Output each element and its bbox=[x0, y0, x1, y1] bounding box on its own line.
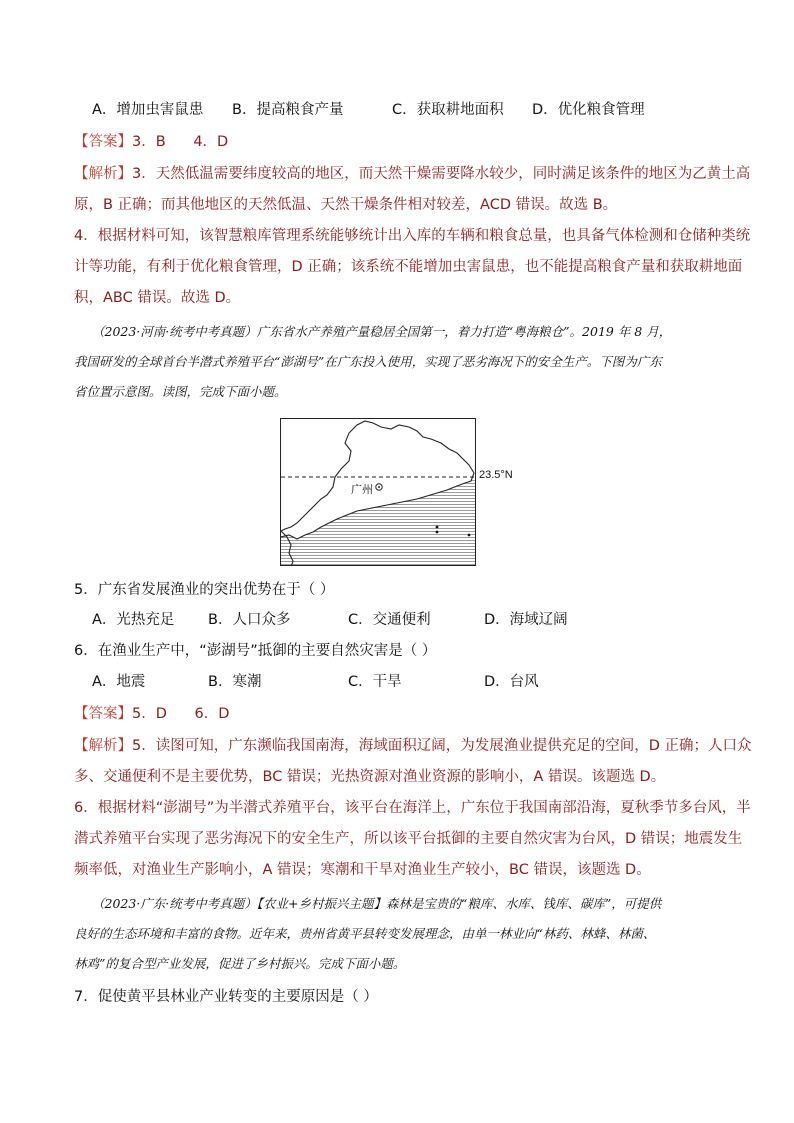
question-5-stem: 5．广东省发展渔业的突出优势在于（ ） bbox=[74, 582, 335, 598]
analysis-3-line-2: 原，B 正确；而其他地区的天然低温、天然干燥条件相对较差，ACD 错误。故选 B。 bbox=[74, 197, 618, 213]
analysis-6-line-2: 潜式养殖平台实现了恶劣海况下的安全生产，所以该平台抵御的主要自然灾害为台风，D 错误；地震发生 bbox=[74, 831, 743, 847]
question-6-options bbox=[92, 672, 539, 692]
analysis-4-line-3: 积，ABC 错误。故选 D。 bbox=[74, 290, 241, 306]
option-b: B．寒潮 bbox=[208, 674, 262, 690]
island-dot bbox=[468, 534, 471, 537]
answer-tag: 【答案】 bbox=[74, 134, 132, 150]
option-d: D．优化粮食管理 bbox=[532, 102, 645, 118]
answer-tag: 【答案】 bbox=[74, 706, 132, 722]
analysis-5-line-1 bbox=[74, 736, 752, 756]
question-4-options bbox=[92, 100, 645, 120]
map-svg bbox=[281, 419, 476, 566]
analysis-tag: 【解析】 bbox=[74, 166, 132, 182]
island-dot bbox=[436, 526, 439, 529]
question-5-options bbox=[92, 610, 568, 630]
answer-text: 5．D 6．D bbox=[132, 706, 230, 722]
option-b: B．人口众多 bbox=[208, 612, 291, 628]
analysis-5-line-2: 多、交通便利不是主要优势，BC 错误；光热资源对渔业资源的影响小，A 错误。该题选 D。 bbox=[74, 769, 666, 785]
option-c: C．获取耕地面积 bbox=[392, 102, 504, 118]
answer-text: 3．B 4．D bbox=[132, 134, 229, 150]
option-c: C．交通便利 bbox=[348, 612, 431, 628]
analysis-4-line-1: 4．根据材料可知，该智慧粮库管理系统能够统计出入库的车辆和粮食总量，也具备气体检测和仓储种类统 bbox=[74, 228, 751, 244]
analysis-4-line-2: 计等功能，有利于优化粮食管理，D 正确；该系统不能增加虫害鼠患，也不能提高粮食产量和获取耕地面 bbox=[74, 259, 743, 275]
analysis-text: 5．读图可知，广东濒临我国南海，海域面积辽阔，为发展渔业提供充足的空间，D 正确；人口众 bbox=[132, 738, 752, 754]
city-label-guangzhou: 广州 bbox=[351, 483, 373, 496]
material-2-line-2: 我国研发的全球首台半潜式养殖平台“澎湖号”在广东投入使用，实现了恶劣海况下的安全生产。下图为广东 bbox=[74, 354, 662, 369]
option-a: A．增加虫害鼠患 bbox=[92, 102, 204, 118]
latitude-label: 23.5°N bbox=[479, 469, 513, 481]
analysis-6-line-1: 6．根据材料“澎湖号”为半潜式养殖平台，该平台在海洋上，广东位于我国南部沿海，夏秋季节多台风，半 bbox=[74, 800, 751, 816]
option-d: D．台风 bbox=[484, 674, 539, 690]
option-d: D．海域辽阔 bbox=[484, 612, 568, 628]
answer-3-4 bbox=[74, 132, 228, 152]
question-6-stem: 6．在渔业生产中，“澎湖号”抵御的主要自然灾害是（ ） bbox=[74, 643, 437, 659]
analysis-tag: 【解析】 bbox=[74, 738, 132, 754]
island-dot bbox=[436, 531, 439, 534]
option-c: C．干旱 bbox=[348, 674, 402, 690]
analysis-3-line-1 bbox=[74, 164, 750, 184]
analysis-text: 3．天然低温需要纬度较高的地区，而天然干燥需要降水较少，同时满足该条件的地区为乙黄土高 bbox=[132, 166, 751, 182]
analysis-6-line-3: 频率低，对渔业生产影响小，A 错误；寒潮和干旱对渔业生产较小，BC 错误，该题选 D。 bbox=[74, 862, 651, 878]
material-3-line-3: 林鸡”的复合型产业发展，促进了乡村振兴。完成下面小题。 bbox=[74, 956, 406, 971]
material-3-line-2: 良好的生态环境和丰富的食物。近年来，贵州省黄平县转变发展理念，由单一林业向“林药、林蜂、林菌、 bbox=[74, 926, 656, 941]
material-2-line-1: （2023·河南·统考中考真题）广东省水产养殖产量稳居全国第一，着力打造“粤海粮仓”。2019 年 8 月， bbox=[92, 324, 672, 339]
option-a: A．地震 bbox=[92, 674, 146, 690]
answer-5-6 bbox=[74, 704, 229, 724]
material-2-line-3: 省位置示意图。读图，完成下面小题。 bbox=[74, 384, 287, 399]
option-b: B．提高粮食产量 bbox=[232, 102, 344, 118]
question-7-stem: 7．促使黄平县林业产业转变的主要原因是（ ） bbox=[74, 989, 378, 1005]
material-3-line-1: （2023·广东·统考中考真题）【农业+乡村振兴主题】森林是宝贵的“粮库、水库、钱库、碳库”，可提供 bbox=[92, 896, 662, 911]
guangdong-location-map bbox=[280, 418, 476, 566]
option-a: A．光热充足 bbox=[92, 612, 175, 628]
